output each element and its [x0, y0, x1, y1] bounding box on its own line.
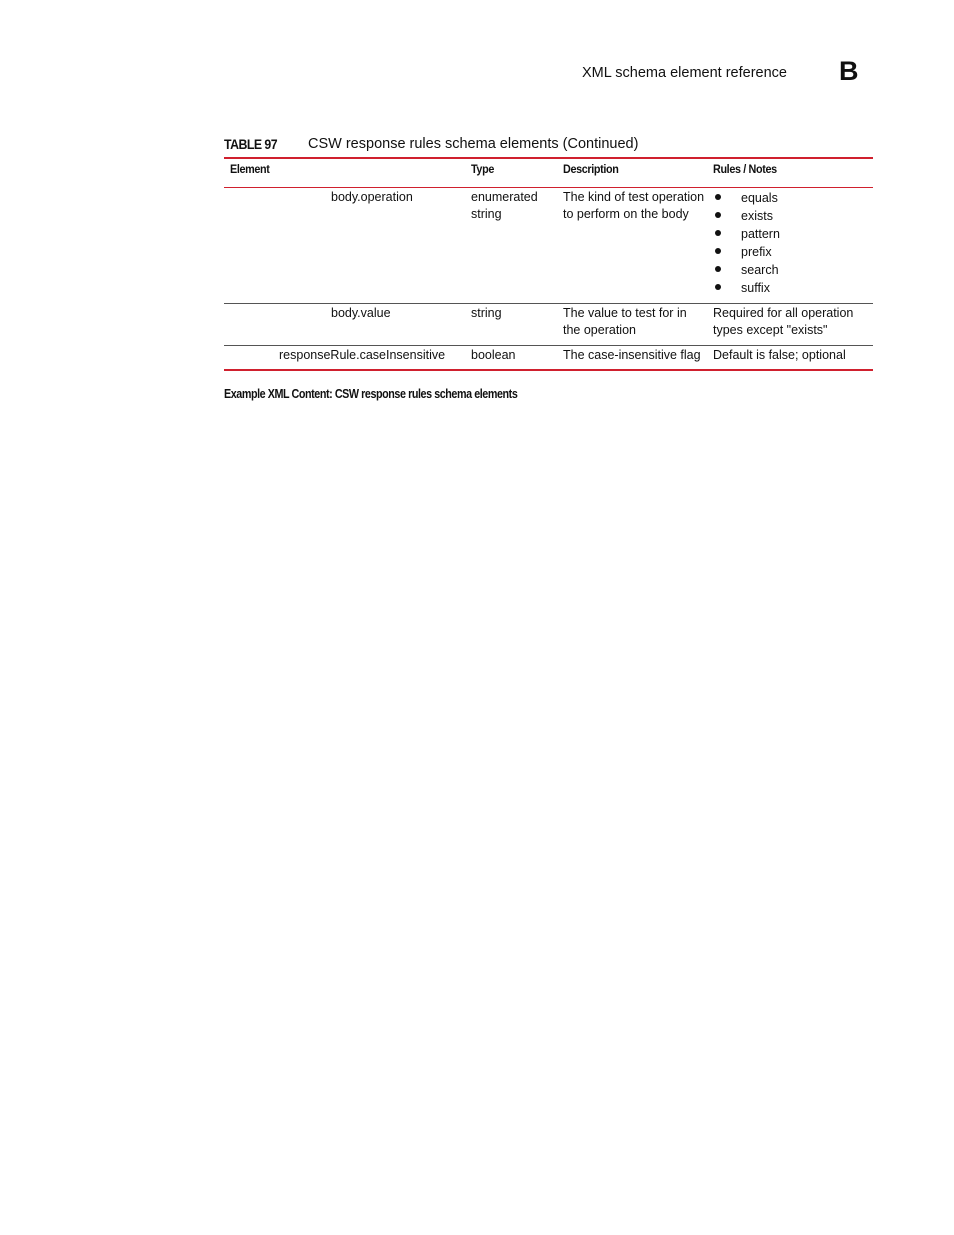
- appendix-letter: B: [839, 56, 859, 86]
- row-type: string: [471, 306, 502, 320]
- column-header-rules-notes: Rules / Notes: [713, 162, 777, 176]
- row-type: boolean: [471, 348, 516, 362]
- column-header-description: Description: [563, 162, 619, 176]
- column-header-type: Type: [471, 162, 494, 176]
- bullet-icon: [715, 284, 721, 290]
- table-top-rule: [224, 157, 873, 159]
- list-item: suffix: [713, 279, 780, 297]
- bullet-icon: [715, 212, 721, 218]
- bullet-icon: [715, 230, 721, 236]
- row-element: body.operation: [331, 190, 413, 204]
- list-item: pattern: [713, 225, 780, 243]
- table-header-rule: [224, 187, 873, 188]
- example-heading: Example XML Content: CSW response rules schema elements: [224, 387, 518, 401]
- table-caption: [224, 136, 873, 156]
- row-description: The kind of test operation to perform on the body: [563, 190, 705, 221]
- table-label: TABLE 97: [224, 136, 278, 152]
- row-notes: Default is false; optional: [713, 348, 846, 362]
- list-item: search: [713, 261, 780, 279]
- list-item: prefix: [713, 243, 780, 261]
- bullet-icon: [715, 248, 721, 254]
- row-notes: Required for all operation types except "exists": [713, 306, 854, 337]
- bullet-icon: [715, 194, 721, 200]
- table-title: CSW response rules schema elements (Continued): [308, 136, 639, 152]
- row-description: The value to test for in the operation: [563, 306, 687, 337]
- bullet-icon: [715, 266, 721, 272]
- row-type: enumerated string: [471, 190, 538, 221]
- row-element: responseRule.caseInsensitive: [279, 348, 446, 362]
- list-item: equals: [713, 189, 780, 207]
- row-divider: [224, 345, 873, 346]
- column-header-element: Element: [230, 162, 270, 176]
- row-description: The case-insensitive flag: [563, 348, 701, 362]
- section-title: XML schema element reference: [582, 65, 787, 81]
- row-notes-list: [713, 189, 780, 297]
- row-divider: [224, 303, 873, 304]
- row-element: body.value: [331, 306, 391, 320]
- list-item: exists: [713, 207, 780, 225]
- table-bottom-rule: [224, 369, 873, 371]
